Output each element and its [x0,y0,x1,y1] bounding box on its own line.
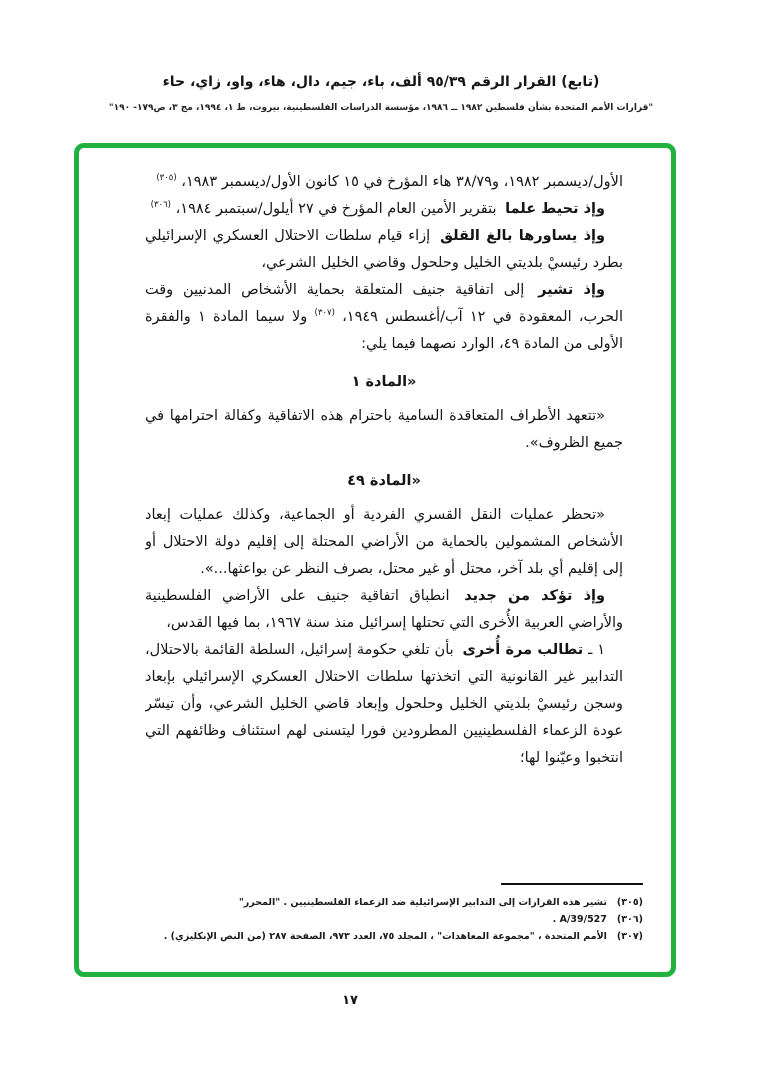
paragraph [145,169,623,196]
footnote-ref: (٣٠٧) [314,308,335,319]
footnote-number: (٣٠٥) [616,897,643,908]
text-segment: ولا سيما المادة ١ والفقرة الأولى من المادة ٤٩، الوارد نصهما فيما يلي: [145,309,623,352]
page-number: ١٧ [342,993,358,1008]
footnote-ref: (٣٠٦) [150,200,171,211]
text-segment: الأول/ديسمبر ١٩٨٢، و٣٨/٧٩ هاء المؤرخ في ١٥ كانون الأول/ديسمبر ١٩٨٣، [176,174,623,190]
paragraph [145,403,623,457]
text-segment: بأن تلغي حكومة إسرائيل، السلطة القائمة بالاحتلال، التدابير غير القانونية التي اتخذتها سلطات الاحتلال العسكري الإسرائيلي بإبعاد وسجن رئيسيْ بلديتي الخليل وحلحول وإبعاد قاضي الخليل الشرعي، وأن تيسّر عودة الزعماء الفلسطينيين المطرودين فورا ليتسنى لهم استئناف وظائفهم التي انتخبوا وعيّنوا لها؛ [145,642,623,766]
paragraph [145,583,623,637]
resolution-text [145,169,623,869]
footnote-number: (٣٠٦) [616,914,643,925]
footnote-text: الأمم المتحدة ، "مجموعة المعاهدات" ، المجلد ٧٥، العدد ٩٧٣، الصفحة ٢٨٧ (من النص الإنكليزي) . [163,931,607,942]
footnote-separator [501,883,643,885]
text-segment: «المادة ٤٩ [347,473,421,489]
page-header-title: (تابع) القرار الرقم ٩٥/٣٩ ألف، باء، جيم، دال، هاء، واو، زاي، حاء [162,74,600,90]
footnote-ref: (٣٠٥) [156,173,177,184]
text-segment: إزاء قيام سلطات الاحتلال العسكري الإسرائيلي بطرد رئيسيْ بلديتي الخليل وحلحول وقاضي الخليل الشرعي، [145,228,623,271]
text-segment: وإذ تؤكد من جديد [464,588,606,604]
footnote-number: (٣٠٧) [616,931,643,942]
paragraph [145,637,623,772]
footnote [107,928,643,945]
text-segment: وإذ يساورها بالغ القلق [440,228,605,244]
text-segment: إلى اتفاقية جنيف المتعلقة بحماية الأشخاص المدنيين وقت الحرب، المعقودة في ١٢ آب/أغسطس ١٩٤٩، [145,282,623,325]
article-heading [145,369,623,396]
text-segment: انطباق اتفاقية جنيف على الأراضي الفلسطينية والأراضي العربية الأُخرى التي تحتلها إسرائيل منذ سنة ١٩٦٧، بما فيها القدس، [145,588,623,631]
footnote [107,911,643,928]
text-segment: بتقرير الأمين العام المؤرخ في ٢٧ أيلول/سبتمبر ١٩٨٤، [171,201,502,217]
paragraph [145,196,623,223]
text-segment: تطالب مرة أُخرى [462,642,584,658]
text-segment: ١ ـ [583,642,605,658]
text-segment: «المادة ١ [351,374,417,390]
text-segment: وإذ تحيط علما [505,201,605,217]
footnote-list [107,894,643,945]
text-segment: وإذ تشير [538,282,605,298]
article-heading [145,468,623,495]
text-segment: «تتعهد الأطراف المتعاقدة السامية باحترام هذه الاتفاقية وكفالة احترامها في جميع الظروف». [145,408,623,451]
footnote [107,894,643,911]
paragraph [145,277,623,358]
content-border-box [74,143,676,977]
footnote-text: تشير هذه القرارات إلى التدابير الإسرائيلية ضد الزعماء الفلسطينيين . "المحرر" [238,897,607,908]
footnotes [107,883,643,945]
text-segment: «تحظر عمليات النقل القسري الفردية أو الجماعية، وكذلك عمليات إبعاد الأشخاص المشمولين بالحماية من الأراضي المحتلة إلى إقليم دولة الاحتلال أو إلى إقليم أي بلد آخر، محتل أو غير محتل، بصرف النظر عن بواعثها...». [145,507,623,577]
footnote-text: A/39/527 . [552,914,607,925]
page-header-source: "قرارات الأمم المتحدة بشأن فلسطين ١٩٨٢ ــ ١٩٨٦، مؤسسة الدراسات الفلسطينية، بيروت، ط ١، ١٩٩٤، مج ٣، ص١٧٩- ١٩٠" [108,103,654,113]
paragraph [145,223,623,277]
paragraph [145,502,623,583]
